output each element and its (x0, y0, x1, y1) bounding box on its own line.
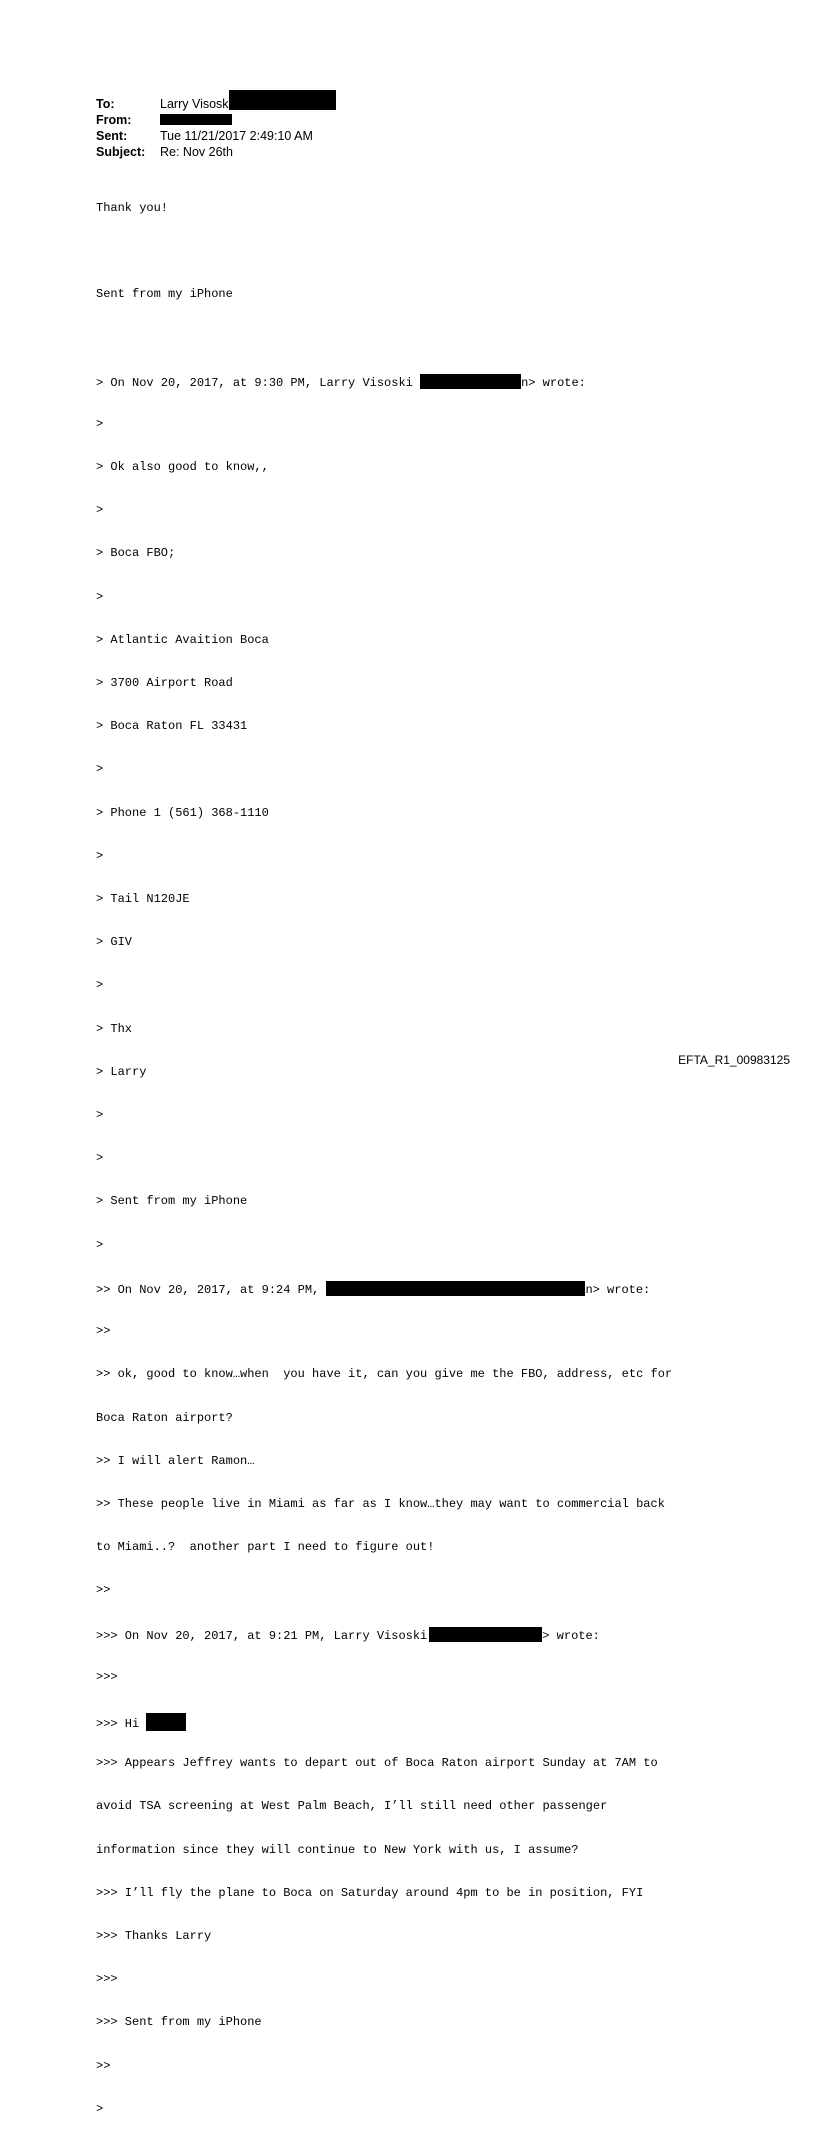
body-line: >> (96, 1583, 111, 1598)
body-line: > Ok also good to know,, (96, 460, 269, 475)
subject-row (96, 144, 336, 160)
to-label: To: (96, 97, 115, 111)
body-line: > Sent from my iPhone (96, 1194, 248, 1209)
body-line: >> These people live in Miami as far as I know…they may want to commercial back (96, 1496, 665, 1511)
body-line: >> I will alert Ramon… (96, 1453, 255, 1468)
body-line: > Tail N120JE (96, 892, 190, 907)
body-line: > (96, 762, 104, 777)
body-line: > (96, 2101, 104, 2116)
body-line: > Thx (96, 1021, 133, 1036)
body-line (96, 1713, 736, 1731)
redaction-block (160, 114, 232, 125)
to-value (160, 96, 336, 112)
redaction-block (326, 1281, 585, 1296)
body-line: >>> Thanks Larry (96, 1928, 212, 1943)
redaction-block (420, 374, 521, 389)
greeting-text: >>> Hi (96, 1716, 147, 1731)
body-line: > Phone 1 (561) 368-1110 (96, 805, 269, 820)
body-line: >>> Sent from my iPhone (96, 2015, 262, 2030)
body-line: > (96, 1151, 104, 1166)
subject-label: Subject: (96, 145, 146, 159)
body-line: information since they will continue to New York with us, I assume? (96, 1842, 579, 1857)
from-label: From: (96, 113, 132, 127)
body-line (96, 374, 736, 388)
sent-label: Sent: (96, 129, 128, 143)
to-name: Larry Visosk (160, 97, 229, 111)
body-line: > Boca Raton FL 33431 (96, 719, 248, 734)
body-line: > (96, 589, 104, 604)
body-line: Boca Raton airport? (96, 1410, 233, 1425)
quote-header-text: >> On Nov 20, 2017, at 9:24 PM, (96, 1282, 327, 1297)
body-line: >> (96, 1324, 111, 1339)
quote-header-end: > wrote: (542, 1628, 600, 1643)
from-value (160, 112, 232, 128)
body-line: > (96, 416, 104, 431)
body-line: > (96, 1237, 104, 1252)
body-line (96, 1281, 736, 1295)
quote-header-text: > On Nov 20, 2017, at 9:30 PM, Larry Visoski (96, 375, 421, 390)
body-line: > Atlantic Avaition Boca (96, 632, 269, 647)
sent-row (96, 128, 336, 144)
body-line: > 3700 Airport Road (96, 676, 233, 691)
body-line: > GIV (96, 935, 133, 950)
body-line: Sent from my iPhone (96, 287, 233, 302)
redaction-block (229, 90, 336, 110)
body-line: > (96, 978, 104, 993)
subject-value: Re: Nov 26th (160, 145, 233, 159)
body-line: > Boca FBO; (96, 546, 176, 561)
quote-header-end: n> wrote: (585, 1282, 651, 1297)
body-line: >>> (96, 1669, 118, 1684)
body-line: > (96, 503, 104, 518)
from-row (96, 112, 336, 128)
body-line: Thank you! (96, 200, 169, 215)
body-line: > Larry (96, 1064, 147, 1079)
body-line: >>> (96, 1972, 118, 1987)
body-line: > (96, 848, 104, 863)
email-header (96, 96, 336, 160)
body-line: >>> I’ll fly the plane to Boca on Saturday around 4pm to be in position, FYI (96, 1885, 644, 1900)
sent-value: Tue 11/21/2017 2:49:10 AM (160, 129, 313, 143)
redaction-block (146, 1713, 186, 1731)
body-line: to Miami..? another part I need to figure out! (96, 1540, 435, 1555)
body-line: avoid TSA screening at West Palm Beach, I’ll still need other passenger (96, 1799, 608, 1814)
body-line: >> ok, good to know…when you have it, can you give me the FBO, address, etc for (96, 1367, 673, 1382)
quote-header-end: n> wrote: (521, 375, 586, 390)
to-row (96, 96, 336, 112)
body-line: > (96, 1108, 104, 1123)
document-id: EFTA_R1_00983125 (678, 1053, 790, 1067)
body-line: >> (96, 2058, 111, 2073)
body-line (96, 1627, 736, 1641)
redaction-block (429, 1627, 542, 1642)
email-body (96, 172, 736, 2131)
quote-header-text: >>> On Nov 20, 2017, at 9:21 PM, Larry Visoski (96, 1628, 428, 1643)
body-line: >>> Appears Jeffrey wants to depart out of Boca Raton airport Sunday at 7AM to (96, 1756, 658, 1771)
